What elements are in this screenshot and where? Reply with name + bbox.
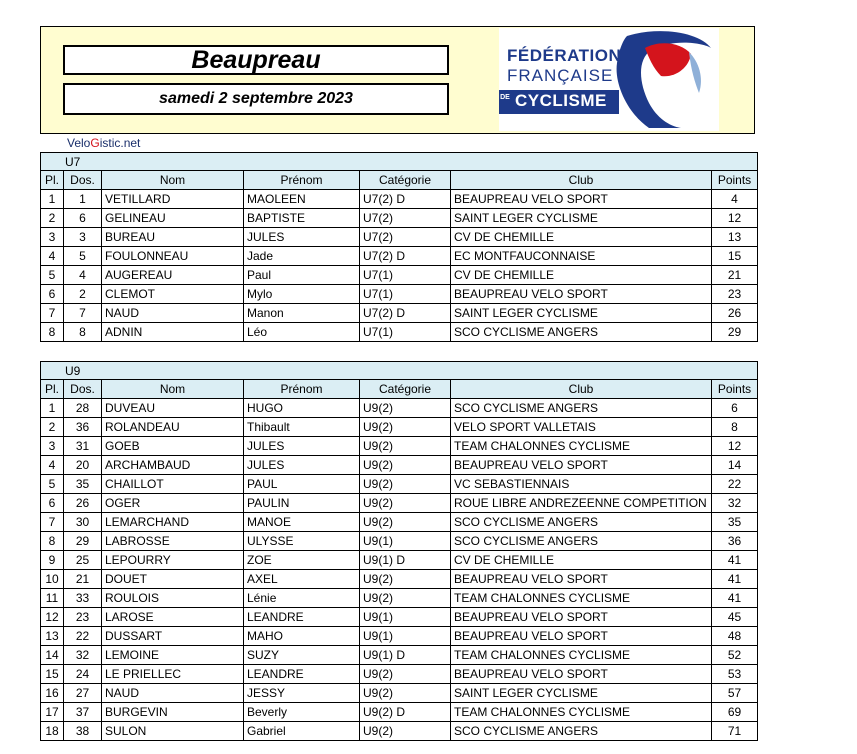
cell-last-name: LAROSE bbox=[102, 608, 244, 627]
cell-points: 71 bbox=[712, 722, 758, 741]
cell-bib: 6 bbox=[64, 209, 102, 228]
cell-last-name: VETILLARD bbox=[102, 190, 244, 209]
cell-rank: 12 bbox=[41, 608, 64, 627]
race-title: Beaupreau bbox=[63, 45, 449, 75]
cell-last-name: ARCHAMBAUD bbox=[102, 456, 244, 475]
cell-last-name: BURGEVIN bbox=[102, 703, 244, 722]
cell-rank: 18 bbox=[41, 722, 64, 741]
cell-points: 21 bbox=[712, 266, 758, 285]
cell-club: SCO CYCLISME ANGERS bbox=[451, 399, 712, 418]
cell-bib: 27 bbox=[64, 684, 102, 703]
cell-bib: 21 bbox=[64, 570, 102, 589]
cell-first-name: Beverly bbox=[244, 703, 360, 722]
cell-last-name: SULON bbox=[102, 722, 244, 741]
column-header-category: Catégorie bbox=[360, 380, 451, 399]
cell-club: SAINT LEGER CYCLISME bbox=[451, 684, 712, 703]
cell-last-name: ADNIN bbox=[102, 323, 244, 342]
cell-first-name: Mylo bbox=[244, 285, 360, 304]
race-date: samedi 2 septembre 2023 bbox=[63, 83, 449, 115]
cell-rank: 4 bbox=[41, 247, 64, 266]
cell-bib: 2 bbox=[64, 285, 102, 304]
results-header bbox=[40, 26, 755, 134]
cell-category: U7(2) bbox=[360, 228, 451, 247]
cell-category: U9(2) bbox=[360, 570, 451, 589]
cell-club: CV DE CHEMILLE bbox=[451, 266, 712, 285]
cell-club: CV DE CHEMILLE bbox=[451, 551, 712, 570]
cell-points: 12 bbox=[712, 437, 758, 456]
cell-rank: 2 bbox=[41, 418, 64, 437]
cell-points: 12 bbox=[712, 209, 758, 228]
cell-first-name: LEANDRE bbox=[244, 665, 360, 684]
cell-first-name: JULES bbox=[244, 437, 360, 456]
table-row bbox=[41, 627, 758, 646]
cell-bib: 1 bbox=[64, 190, 102, 209]
table-row bbox=[41, 418, 758, 437]
cell-category: U7(1) bbox=[360, 266, 451, 285]
cell-rank: 8 bbox=[41, 532, 64, 551]
cell-rank: 14 bbox=[41, 646, 64, 665]
cell-club: TEAM CHALONNES CYCLISME bbox=[451, 703, 712, 722]
cell-category: U7(2) D bbox=[360, 247, 451, 266]
column-header-row bbox=[41, 171, 758, 190]
cell-bib: 30 bbox=[64, 513, 102, 532]
cell-first-name: ULYSSE bbox=[244, 532, 360, 551]
cell-category: U9(2) D bbox=[360, 703, 451, 722]
cell-points: 45 bbox=[712, 608, 758, 627]
cell-points: 52 bbox=[712, 646, 758, 665]
cell-rank: 7 bbox=[41, 513, 64, 532]
column-header-bib: Dos. bbox=[64, 171, 102, 190]
table-row bbox=[41, 570, 758, 589]
cell-points: 36 bbox=[712, 532, 758, 551]
category-name: U7 bbox=[41, 153, 758, 171]
cell-rank: 1 bbox=[41, 190, 64, 209]
column-header-category: Catégorie bbox=[360, 171, 451, 190]
cell-category: U9(1) D bbox=[360, 551, 451, 570]
cell-points: 41 bbox=[712, 589, 758, 608]
cell-category: U7(2) D bbox=[360, 190, 451, 209]
cell-bib: 32 bbox=[64, 646, 102, 665]
table-row bbox=[41, 703, 758, 722]
cell-category: U9(2) bbox=[360, 456, 451, 475]
cell-club: SAINT LEGER CYCLISME bbox=[451, 304, 712, 323]
cell-bib: 4 bbox=[64, 266, 102, 285]
table-row bbox=[41, 437, 758, 456]
cell-points: 23 bbox=[712, 285, 758, 304]
column-header-last-name: Nom bbox=[102, 171, 244, 190]
cell-first-name: JULES bbox=[244, 228, 360, 247]
cell-last-name: DOUET bbox=[102, 570, 244, 589]
cell-last-name: LE PRIELLEC bbox=[102, 665, 244, 684]
column-header-rank: Pl. bbox=[41, 171, 64, 190]
table-row bbox=[41, 456, 758, 475]
table-row bbox=[41, 513, 758, 532]
cell-club: ROUE LIBRE ANDREZEENNE COMPETITION bbox=[451, 494, 712, 513]
cell-last-name: GOEB bbox=[102, 437, 244, 456]
table-row bbox=[41, 190, 758, 209]
cell-bib: 37 bbox=[64, 703, 102, 722]
category-name: U9 bbox=[41, 362, 758, 380]
table-row bbox=[41, 209, 758, 228]
column-header-points: Points bbox=[712, 171, 758, 190]
cell-bib: 28 bbox=[64, 399, 102, 418]
cell-rank: 6 bbox=[41, 285, 64, 304]
cell-points: 13 bbox=[712, 228, 758, 247]
table-row bbox=[41, 532, 758, 551]
cell-category: U7(2) D bbox=[360, 304, 451, 323]
cell-first-name: Jade bbox=[244, 247, 360, 266]
column-header-row bbox=[41, 380, 758, 399]
cell-points: 53 bbox=[712, 665, 758, 684]
cell-club: BEAUPREAU VELO SPORT bbox=[451, 285, 712, 304]
cell-points: 6 bbox=[712, 399, 758, 418]
cell-category: U9(1) bbox=[360, 608, 451, 627]
cell-last-name: CLEMOT bbox=[102, 285, 244, 304]
results-table-u7 bbox=[40, 152, 758, 342]
cell-club: BEAUPREAU VELO SPORT bbox=[451, 608, 712, 627]
cell-club: EC MONTFAUCONNAISE bbox=[451, 247, 712, 266]
cell-category: U9(2) bbox=[360, 513, 451, 532]
cell-last-name: FOULONNEAU bbox=[102, 247, 244, 266]
cell-last-name: BUREAU bbox=[102, 228, 244, 247]
logo-text-3: CYCLISME bbox=[515, 91, 607, 110]
cell-first-name: MAHO bbox=[244, 627, 360, 646]
table-row bbox=[41, 722, 758, 741]
cell-points: 48 bbox=[712, 627, 758, 646]
logo-text-1: FÉDÉRATION bbox=[507, 46, 622, 65]
table-row bbox=[41, 323, 758, 342]
cell-category: U9(2) bbox=[360, 494, 451, 513]
cell-last-name: CHAILLOT bbox=[102, 475, 244, 494]
cell-rank: 3 bbox=[41, 228, 64, 247]
cell-bib: 38 bbox=[64, 722, 102, 741]
cell-points: 4 bbox=[712, 190, 758, 209]
cell-points: 22 bbox=[712, 475, 758, 494]
cell-category: U9(1) bbox=[360, 627, 451, 646]
cell-category: U9(2) bbox=[360, 475, 451, 494]
cell-points: 41 bbox=[712, 570, 758, 589]
column-header-club: Club bbox=[451, 171, 712, 190]
table-row bbox=[41, 665, 758, 684]
cell-club: BEAUPREAU VELO SPORT bbox=[451, 627, 712, 646]
cell-first-name: MAOLEEN bbox=[244, 190, 360, 209]
ffc-logo bbox=[499, 28, 719, 131]
cell-category: U7(2) bbox=[360, 209, 451, 228]
cell-club: BEAUPREAU VELO SPORT bbox=[451, 456, 712, 475]
cell-first-name: HUGO bbox=[244, 399, 360, 418]
cell-rank: 1 bbox=[41, 399, 64, 418]
table-row bbox=[41, 608, 758, 627]
cell-category: U9(1) D bbox=[360, 646, 451, 665]
table-row bbox=[41, 266, 758, 285]
cell-last-name: NAUD bbox=[102, 684, 244, 703]
cell-category: U9(2) bbox=[360, 418, 451, 437]
table-row bbox=[41, 494, 758, 513]
cell-first-name: AXEL bbox=[244, 570, 360, 589]
cell-last-name: DUVEAU bbox=[102, 399, 244, 418]
cell-club: TEAM CHALONNES CYCLISME bbox=[451, 646, 712, 665]
cell-rank: 6 bbox=[41, 494, 64, 513]
results-table-u9 bbox=[40, 361, 758, 741]
cell-last-name: OGER bbox=[102, 494, 244, 513]
cell-first-name: ZOE bbox=[244, 551, 360, 570]
cell-first-name: PAUL bbox=[244, 475, 360, 494]
cell-club: SCO CYCLISME ANGERS bbox=[451, 532, 712, 551]
cell-category: U7(1) bbox=[360, 285, 451, 304]
table-row bbox=[41, 684, 758, 703]
cell-club: TEAM CHALONNES CYCLISME bbox=[451, 589, 712, 608]
cell-club: BEAUPREAU VELO SPORT bbox=[451, 570, 712, 589]
cell-bib: 7 bbox=[64, 304, 102, 323]
cell-rank: 11 bbox=[41, 589, 64, 608]
cell-bib: 29 bbox=[64, 532, 102, 551]
cell-category: U9(2) bbox=[360, 437, 451, 456]
cell-bib: 3 bbox=[64, 228, 102, 247]
cell-bib: 35 bbox=[64, 475, 102, 494]
cell-first-name: SUZY bbox=[244, 646, 360, 665]
column-header-club: Club bbox=[451, 380, 712, 399]
cell-rank: 16 bbox=[41, 684, 64, 703]
cell-last-name: ROLANDEAU bbox=[102, 418, 244, 437]
cell-first-name: Paul bbox=[244, 266, 360, 285]
cell-rank: 17 bbox=[41, 703, 64, 722]
cell-first-name: Thibault bbox=[244, 418, 360, 437]
cell-club: CV DE CHEMILLE bbox=[451, 228, 712, 247]
velogistic-link[interactable]: VeloGistic.net bbox=[67, 136, 141, 150]
cell-bib: 33 bbox=[64, 589, 102, 608]
cell-club: VC SEBASTIENNAIS bbox=[451, 475, 712, 494]
cell-points: 14 bbox=[712, 456, 758, 475]
cell-bib: 24 bbox=[64, 665, 102, 684]
cell-rank: 13 bbox=[41, 627, 64, 646]
table-row bbox=[41, 399, 758, 418]
cell-points: 8 bbox=[712, 418, 758, 437]
cell-points: 35 bbox=[712, 513, 758, 532]
cell-bib: 23 bbox=[64, 608, 102, 627]
cell-category: U9(1) bbox=[360, 532, 451, 551]
table-row bbox=[41, 285, 758, 304]
cell-last-name: AUGEREAU bbox=[102, 266, 244, 285]
cell-last-name: ROULOIS bbox=[102, 589, 244, 608]
column-header-last-name: Nom bbox=[102, 380, 244, 399]
cell-last-name: NAUD bbox=[102, 304, 244, 323]
column-header-bib: Dos. bbox=[64, 380, 102, 399]
logo-text-2: FRANÇAISE bbox=[507, 66, 614, 85]
cell-points: 26 bbox=[712, 304, 758, 323]
cell-first-name: MANOE bbox=[244, 513, 360, 532]
cell-category: U9(2) bbox=[360, 399, 451, 418]
table-row bbox=[41, 304, 758, 323]
cell-club: SAINT LEGER CYCLISME bbox=[451, 209, 712, 228]
cell-rank: 3 bbox=[41, 437, 64, 456]
cell-first-name: BAPTISTE bbox=[244, 209, 360, 228]
cell-club: TEAM CHALONNES CYCLISME bbox=[451, 437, 712, 456]
cell-points: 29 bbox=[712, 323, 758, 342]
cell-first-name: LEANDRE bbox=[244, 608, 360, 627]
cell-rank: 8 bbox=[41, 323, 64, 342]
cell-first-name: Gabriel bbox=[244, 722, 360, 741]
table-row bbox=[41, 228, 758, 247]
table-row bbox=[41, 646, 758, 665]
cell-last-name: DUSSART bbox=[102, 627, 244, 646]
table-row bbox=[41, 551, 758, 570]
cell-points: 32 bbox=[712, 494, 758, 513]
cell-first-name: JULES bbox=[244, 456, 360, 475]
cell-last-name: LABROSSE bbox=[102, 532, 244, 551]
cell-rank: 9 bbox=[41, 551, 64, 570]
table-row bbox=[41, 589, 758, 608]
cell-club: SCO CYCLISME ANGERS bbox=[451, 323, 712, 342]
cell-first-name: JESSY bbox=[244, 684, 360, 703]
category-row bbox=[41, 153, 758, 171]
cell-rank: 5 bbox=[41, 475, 64, 494]
cell-bib: 36 bbox=[64, 418, 102, 437]
cell-last-name: LEMARCHAND bbox=[102, 513, 244, 532]
cell-rank: 2 bbox=[41, 209, 64, 228]
cell-category: U9(2) bbox=[360, 665, 451, 684]
column-header-first-name: Prénom bbox=[244, 380, 360, 399]
cell-category: U9(2) bbox=[360, 589, 451, 608]
cell-category: U9(2) bbox=[360, 684, 451, 703]
column-header-points: Points bbox=[712, 380, 758, 399]
cell-club: SCO CYCLISME ANGERS bbox=[451, 513, 712, 532]
cell-points: 57 bbox=[712, 684, 758, 703]
cell-rank: 7 bbox=[41, 304, 64, 323]
category-row bbox=[41, 362, 758, 380]
cell-last-name: LEMOINE bbox=[102, 646, 244, 665]
cell-bib: 31 bbox=[64, 437, 102, 456]
cell-club: SCO CYCLISME ANGERS bbox=[451, 722, 712, 741]
cell-rank: 4 bbox=[41, 456, 64, 475]
column-header-first-name: Prénom bbox=[244, 171, 360, 190]
cell-first-name: Lénie bbox=[244, 589, 360, 608]
column-header-rank: Pl. bbox=[41, 380, 64, 399]
cell-category: U9(2) bbox=[360, 722, 451, 741]
cell-points: 69 bbox=[712, 703, 758, 722]
cell-club: BEAUPREAU VELO SPORT bbox=[451, 665, 712, 684]
cell-bib: 26 bbox=[64, 494, 102, 513]
cell-bib: 8 bbox=[64, 323, 102, 342]
cell-first-name: Manon bbox=[244, 304, 360, 323]
cell-last-name: LEPOURRY bbox=[102, 551, 244, 570]
cell-first-name: Léo bbox=[244, 323, 360, 342]
cell-bib: 20 bbox=[64, 456, 102, 475]
table-row bbox=[41, 475, 758, 494]
cell-rank: 10 bbox=[41, 570, 64, 589]
cell-rank: 5 bbox=[41, 266, 64, 285]
cell-club: VELO SPORT VALLETAIS bbox=[451, 418, 712, 437]
cell-points: 41 bbox=[712, 551, 758, 570]
cell-club: BEAUPREAU VELO SPORT bbox=[451, 190, 712, 209]
svg-text:DE: DE bbox=[500, 94, 510, 101]
cell-bib: 25 bbox=[64, 551, 102, 570]
cell-last-name: GELINEAU bbox=[102, 209, 244, 228]
cell-bib: 5 bbox=[64, 247, 102, 266]
cell-first-name: PAULIN bbox=[244, 494, 360, 513]
table-row bbox=[41, 247, 758, 266]
cell-points: 15 bbox=[712, 247, 758, 266]
cell-bib: 22 bbox=[64, 627, 102, 646]
cell-category: U7(1) bbox=[360, 323, 451, 342]
cell-rank: 15 bbox=[41, 665, 64, 684]
